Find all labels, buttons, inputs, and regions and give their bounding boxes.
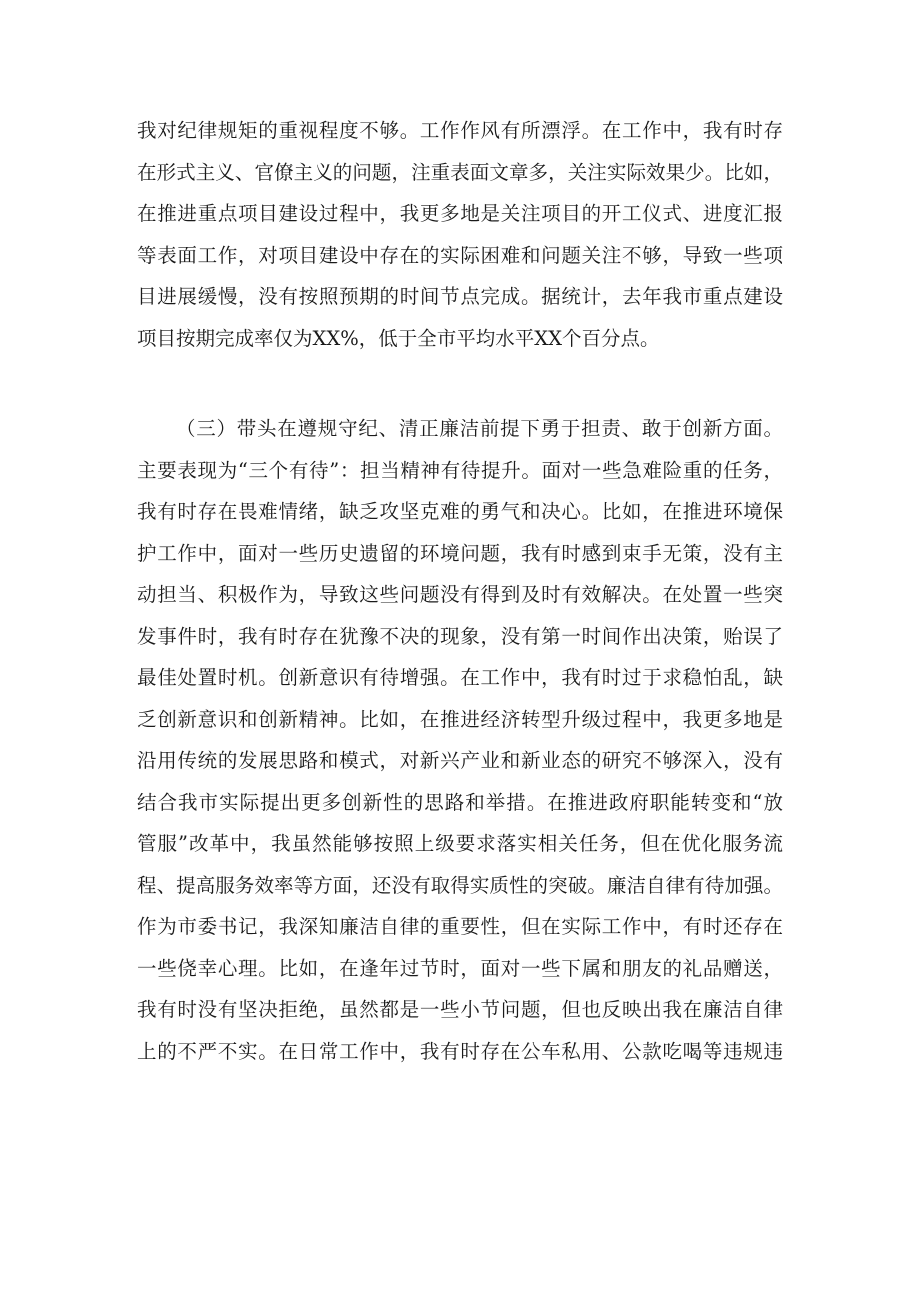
text-line: 沿用传统的发展思路和模式，对新兴产业和新业态的研究不够深入，没有 — [137, 749, 783, 772]
text-line: 等表面工作，对项目建设中存在的实际困难和问题关注不够，导致一些项 — [137, 243, 783, 267]
text-line: 作为市委书记，我深知廉洁自律的重要性，但在实际工作中，有时还存在 — [137, 915, 783, 938]
text-line: 我对纪律规矩的重视程度不够。工作作风有所漂浮。在工作中，我有时存 — [137, 119, 783, 142]
text-line: 管服”改革中，我虽然能够按照上级要求落实相关任务，但在优化服务流 — [137, 832, 783, 855]
text-line: 一些侥幸心理。比如，在逢年过节时，面对一些下属和朋友的礼品赠送， — [137, 956, 783, 980]
paragraph-section-three — [137, 408, 783, 1072]
text-line: 主要表现为“三个有待”：担当精神有待提升。面对一些急难险重的任务， — [137, 458, 783, 482]
section-heading-line: （三）带头在遵规守纪、清正廉洁前提下勇于担责、敢于创新方面。 — [176, 417, 783, 440]
text-line: 乏创新意识和创新精神。比如，在推进经济转型升级过程中，我更多地是 — [137, 707, 783, 731]
text-line: 护工作中，面对一些历史遗留的环境问题，我有时感到束手无策，没有主 — [137, 541, 783, 565]
text-line: 我有时没有坚决拒绝，虽然都是一些小节问题，但也反映出我在廉洁自律 — [137, 998, 783, 1021]
text-line: 项目按期完成率仅为XX%，低于全市平均水平XX个百分点。 — [137, 326, 660, 350]
text-line: 发事件时，我有时存在犹豫不决的现象，没有第一时间作出决策，贻误了 — [137, 624, 783, 648]
text-line: 程、提高服务效率等方面，还没有取得实质性的突破。廉洁自律有待加强。 — [137, 873, 783, 897]
text-line: 上的不严不实。在日常工作中，我有时存在公车私用、公款吃喝等违规违 — [137, 1039, 783, 1063]
text-line: 结合我市实际提出更多创新性的思路和举措。在推进政府职能转变和“放 — [137, 790, 783, 814]
text-line: 在推进重点项目建设过程中，我更多地是关注项目的开工仪式、进度汇报 — [137, 202, 783, 225]
text-line: 我有时存在畏难情绪，缺乏攻坚克难的勇气和决心。比如，在推进环境保 — [137, 500, 783, 523]
text-line: 在形式主义、官僚主义的问题，注重表面文章多，关注实际效果少。比如， — [137, 160, 783, 184]
text-line: 目进展缓慢，没有按照预期的时间节点完成。据统计，去年我市重点建设 — [137, 285, 783, 308]
text-line: 最佳处置时机。创新意识有待增强。在工作中，我有时过于求稳怕乱，缺 — [137, 666, 783, 689]
paragraph-work-style — [137, 110, 783, 359]
text-line: 动担当、积极作为，导致这些问题没有得到及时有效解决。在处置一些突 — [137, 583, 783, 606]
